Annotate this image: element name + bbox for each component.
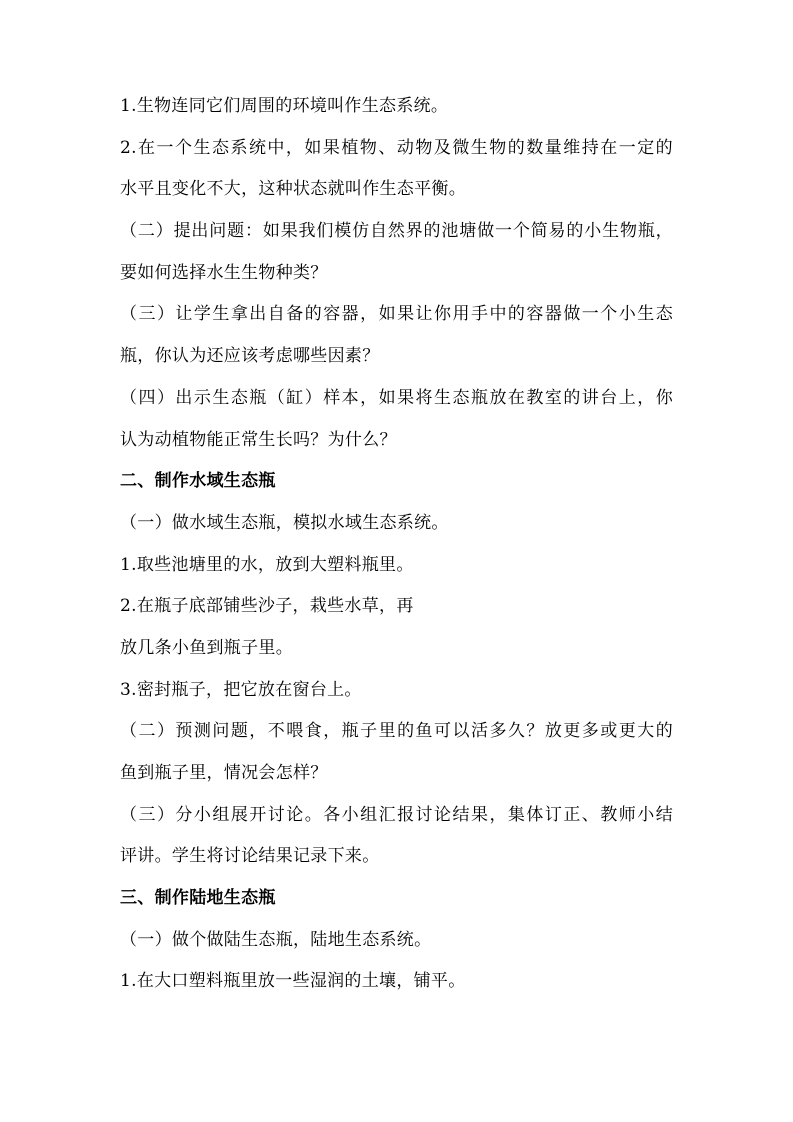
paragraph-line: 瓶，你认为还应该考虑哪些因素？ bbox=[120, 346, 380, 367]
paragraph-line: 认为动植物能正常生长吗？为什么？ bbox=[120, 429, 397, 450]
paragraph-line: 鱼到瓶子里，情况会怎样？ bbox=[120, 763, 328, 783]
section-heading: 三、制作陆地生态瓶 bbox=[120, 888, 276, 909]
paragraph-line: 水平且变化不大，这种状态就叫作生态平衡。 bbox=[120, 179, 466, 200]
paragraph-line: （三）让学生拿出自备的容器，如果让你用手中的容器做一个小生态 bbox=[120, 304, 673, 325]
paragraph-line: 1.取些池塘里的水，放到大塑料瓶里。 bbox=[120, 554, 414, 575]
paragraph-line: （二）提出问题：如果我们模仿自然界的池塘做一个简易的小生物瓶， bbox=[120, 221, 673, 242]
document-page bbox=[120, 96, 680, 1013]
paragraph-line: （一）做水域生态瓶，模拟水域生态系统。 bbox=[120, 512, 449, 533]
paragraph-line: 1.生物连同它们周围的环境叫作生态系统。 bbox=[120, 96, 449, 116]
paragraph-line: （一）做个做陆生态瓶，陆地生态系统。 bbox=[120, 929, 432, 950]
section-heading: 二、制作水域生态瓶 bbox=[120, 471, 276, 492]
paragraph-line: 要如何选择水生生物种类？ bbox=[120, 262, 328, 283]
paragraph-line: 3.密封瓶子，把它放在窗台上。 bbox=[120, 679, 362, 700]
paragraph-line: 评讲。学生将讨论结果记录下来。 bbox=[120, 846, 380, 867]
paragraph-line: 放几条小鱼到瓶子里。 bbox=[120, 637, 293, 658]
paragraph-line: （二）预测问题，不喂食，瓶子里的鱼可以活多久？放更多或更大的 bbox=[120, 721, 673, 742]
paragraph-line: （四）出示生态瓶（缸）样本，如果将生态瓶放在教室的讲台上，你 bbox=[120, 387, 673, 408]
paragraph-line: （三）分小组展开讨论。各小组汇报讨论结果，集体订正、教师小结 bbox=[120, 804, 673, 825]
paragraph-line: 2.在瓶子底部铺些沙子，栽些水草，再 bbox=[120, 596, 414, 617]
paragraph-line: 2.在一个生态系统中，如果植物、动物及微生物的数量维持在一定的 bbox=[120, 137, 673, 158]
paragraph-line: 1.在大口塑料瓶里放一些湿润的土壤，铺平。 bbox=[120, 971, 466, 992]
